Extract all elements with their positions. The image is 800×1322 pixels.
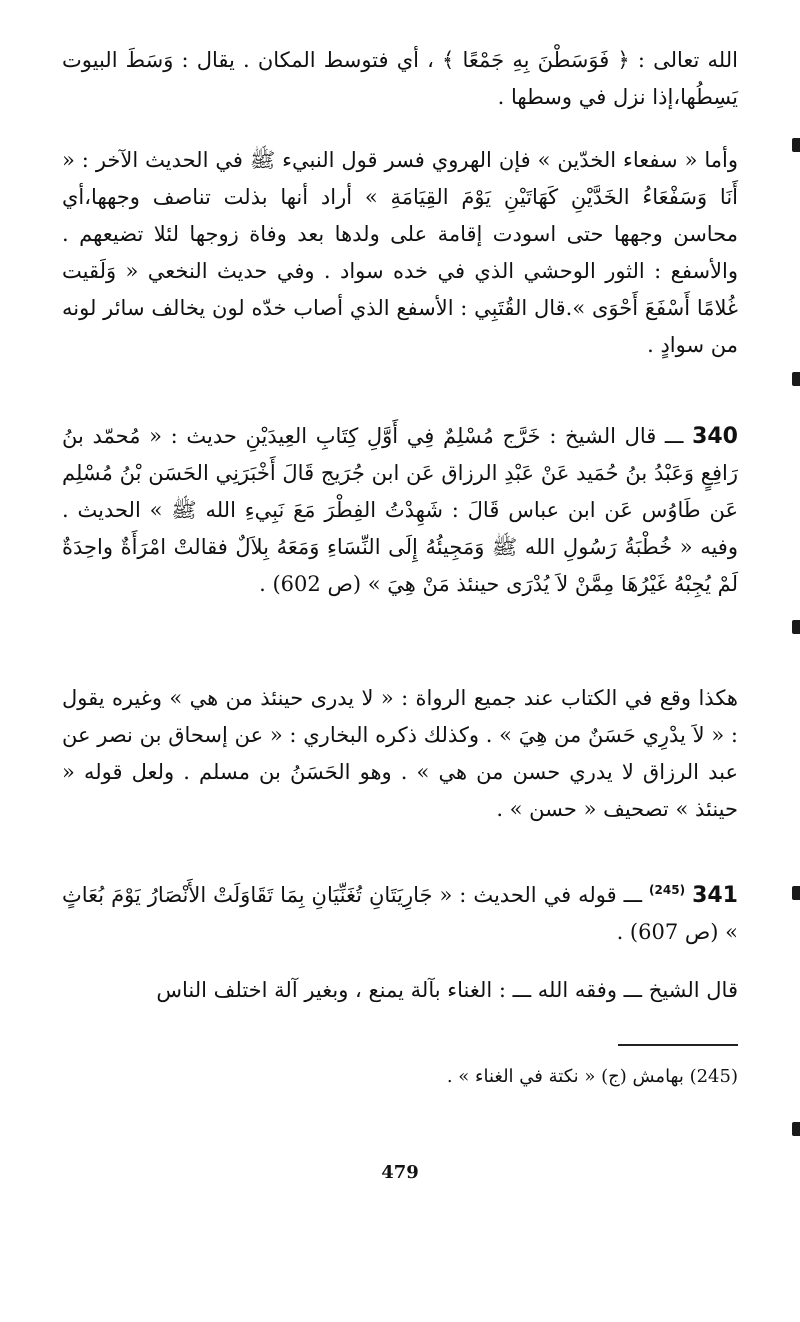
entry-number: 340 — [692, 424, 738, 449]
margin-mark — [792, 372, 800, 386]
paragraph-entry-340 — [62, 418, 738, 603]
paragraph-entry-341 — [62, 872, 738, 951]
margin-mark — [792, 620, 800, 634]
paragraph-text: ـــ قوله في الحديث : « جَارِيَتَانِ تُغَنِّيَانِ بِمَا تَقَاوَلَتْ الأَنْصَارُ يَوْمَ بُعَاثٍ » (ص 607) . — [62, 883, 738, 944]
footnote-reference: (245) — [649, 883, 686, 897]
book-page — [62, 34, 738, 1304]
margin-mark — [792, 886, 800, 900]
footnote: (245) بهامش (ج) « نكتة في الغناء » . — [446, 1066, 738, 1087]
paragraph-narrators-note — [62, 680, 738, 828]
paragraph-text: قال الشيخ ـــ وفقه الله ـــ : الغناء بآلة يمنع ، وبغير آلة اختلف الناس — [156, 978, 738, 1002]
paragraph-quran-commentary — [62, 42, 738, 116]
paragraph-text: الله تعالى : ﴿ فَوَسَطْنَ بِهِ جَمْعًا ﴾ ، أي فتوسط المكان . يقال : وَسَطَ البيوت يَسِطُها،إذا نزل في وسطها . — [62, 48, 738, 109]
paragraph-sheikh-comment — [62, 972, 738, 1009]
paragraph-text: هكذا وقع في الكتاب عند جميع الرواة : « لا يدرى حينئذ من هي » وغيره يقول : « لاَ يدْرِي حَسَنٌ من هِيَ » . وكذلك ذكره البخاري : « عن إسحاق بن نصر عن عبد الرزاق لا يدري حسن من هي » . وهو الحَسَنُ بن مسلم . ولعل قوله « حينئذ » تصحيف « حسن » . — [62, 686, 738, 821]
page-number: 479 — [381, 1162, 419, 1183]
paragraph-hadith-explanation — [62, 142, 738, 364]
entry-number: 341 — [692, 883, 738, 908]
margin-mark — [792, 138, 800, 152]
margin-mark — [792, 1122, 800, 1136]
footnote-divider — [618, 1044, 738, 1046]
paragraph-text: وأما « سفعاء الخدّين » فإن الهروي فسر قول النبيء ﷺ في الحديث الآخر : « أَنَا وَسَفْعَاءُ الخَدَّيْنِ كَهَاتَيْنِ يَوْمَ القِيَامَةِ » أراد أنها بذلت تناصف وجهها،أي محاسن وجهها حتى اسودت إقامة على ولدها بعد وفاة زوجها لئلا تضيعهم . والأسفع : الثور الوحشي الذي في خده سواد . وفي حديث النخعي « وَلَقيت غُلامًا أَسْفَعَ أَحْوَى ».قال القُتَبِي : الأسفع الذي أصاب خدّه لون يخالف سائر لونه من سوادٍ . — [62, 148, 738, 357]
paragraph-text: ـــ قال الشيخ : خَرَّج مُسْلِمٌ فِي أَوَّلِ كِتَابِ العِيدَيْنِ حديث : « مُحمّد بنُ رَافِعٍ وَعَبْدُ بنُ حُمَيد عَنْ عَبْدِ الرزاق عَن ابن جُرَيج قَالَ أَخْبَرَنِي الحَسَن بْنُ مُسْلِم عَن طَاوُس عَن ابن عباس قَالَ : شَهِدْتُ الفِطْرَ مَعَ نَبِيءِ الله ﷺ » الحديث . وفيه « خُطْبَةُ رَسُولِ الله ﷺ وَمَجِيئُهُ إِلَى النِّسَاءِ وَمَعَهُ بِلاَلٌ فقالتْ امْرَأَةٌ واحِدَةٌ لَمْ يُجِبْهُ غَيْرُهَا مِمَّنْ لاَ يُدْرَى حينئذ مَنْ هِيَ » (ص 602) . — [62, 424, 738, 596]
